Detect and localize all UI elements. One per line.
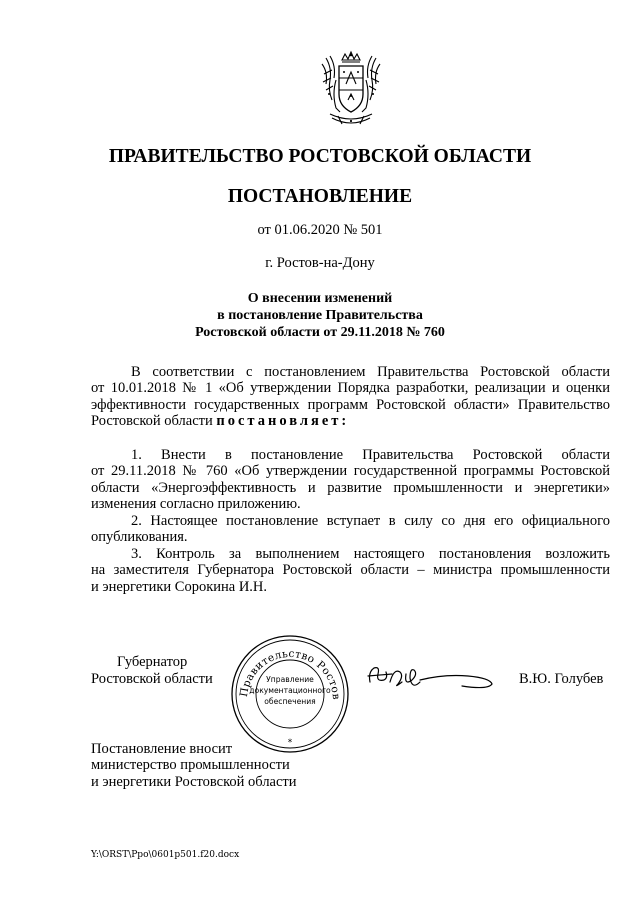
stamp-inner-line: документационного [249, 686, 331, 695]
handwritten-signature [364, 660, 494, 696]
stamp-inner-line: обеспечения [264, 697, 316, 706]
official-stamp [224, 623, 352, 756]
preamble-last-line [91, 413, 610, 430]
submitted-by-line: министерство промышленности [91, 757, 290, 773]
submitted-by-line: и энергетики Ростовской области [91, 774, 297, 790]
item-3-line: на заместителя Губернатора Ростовской области – министра промышленности [91, 562, 610, 578]
stamp-outer-text: Правительство Ростовской области [224, 623, 343, 701]
subject-line: О внесении изменений [247, 291, 393, 306]
item-3-line: и энергетики Сорокина И.Н. [91, 579, 268, 595]
submitted-by-line: Постановление вносит [91, 741, 233, 757]
item-1-line: 1. Внести в постановление Правительства Ростовской области [131, 447, 610, 463]
stamp-star: * [287, 738, 293, 748]
preamble-line: эффективности государственных программ Ростовской области» Правительство [91, 397, 610, 413]
signatory-position: Губернатор [117, 654, 188, 670]
item-2-line: опубликования. [91, 529, 188, 545]
item-1-line: области «Энергоэффективность и развитие промышленности и энергетики» [91, 480, 610, 496]
item-2-line: 2. Настоящее постановление вступает в силу со дня его официального [131, 513, 610, 529]
signatory-region: Ростовской области [91, 671, 213, 687]
item-1-line: изменения согласно приложению. [91, 496, 301, 512]
document-type: ПОСТАНОВЛЕНИЕ [227, 186, 413, 207]
decree-word: постановляет: [216, 413, 350, 429]
document-subject [0, 290, 640, 341]
item-3-line: 3. Контроль за выполнением настоящего постановления возложить [131, 546, 610, 562]
government-title: ПРАВИТЕЛЬСТВО РОСТОВСКОЙ ОБЛАСТИ [108, 146, 532, 167]
footer-file-path: Y:\ORST\Ppo\0601p501.f20.docx [91, 850, 240, 860]
subject-line: в постановление Правительства [217, 308, 423, 323]
preamble-line: от 10.01.2018 № 1 «Об утверждении Порядка разработки, реализации и оценки [91, 380, 610, 396]
stamp-inner-line: Управление [266, 675, 314, 684]
subject-line: Ростовской области от 29.11.2018 № 760 [195, 325, 445, 340]
coat-of-arms-icon [318, 50, 384, 130]
preamble-text: Ростовской области [91, 413, 217, 429]
preamble-line: В соответствии с постановлением Правительства Ростовской области [131, 364, 610, 380]
signatory-name: В.Ю. Голубев [519, 671, 604, 687]
document-city: г. Ростов-на-Дону [265, 255, 375, 271]
item-1-line: от 29.11.2018 № 760 «Об утверждении государственной программы Ростовской [91, 463, 610, 479]
document-date-number: от 01.06.2020 № 501 [257, 222, 383, 238]
